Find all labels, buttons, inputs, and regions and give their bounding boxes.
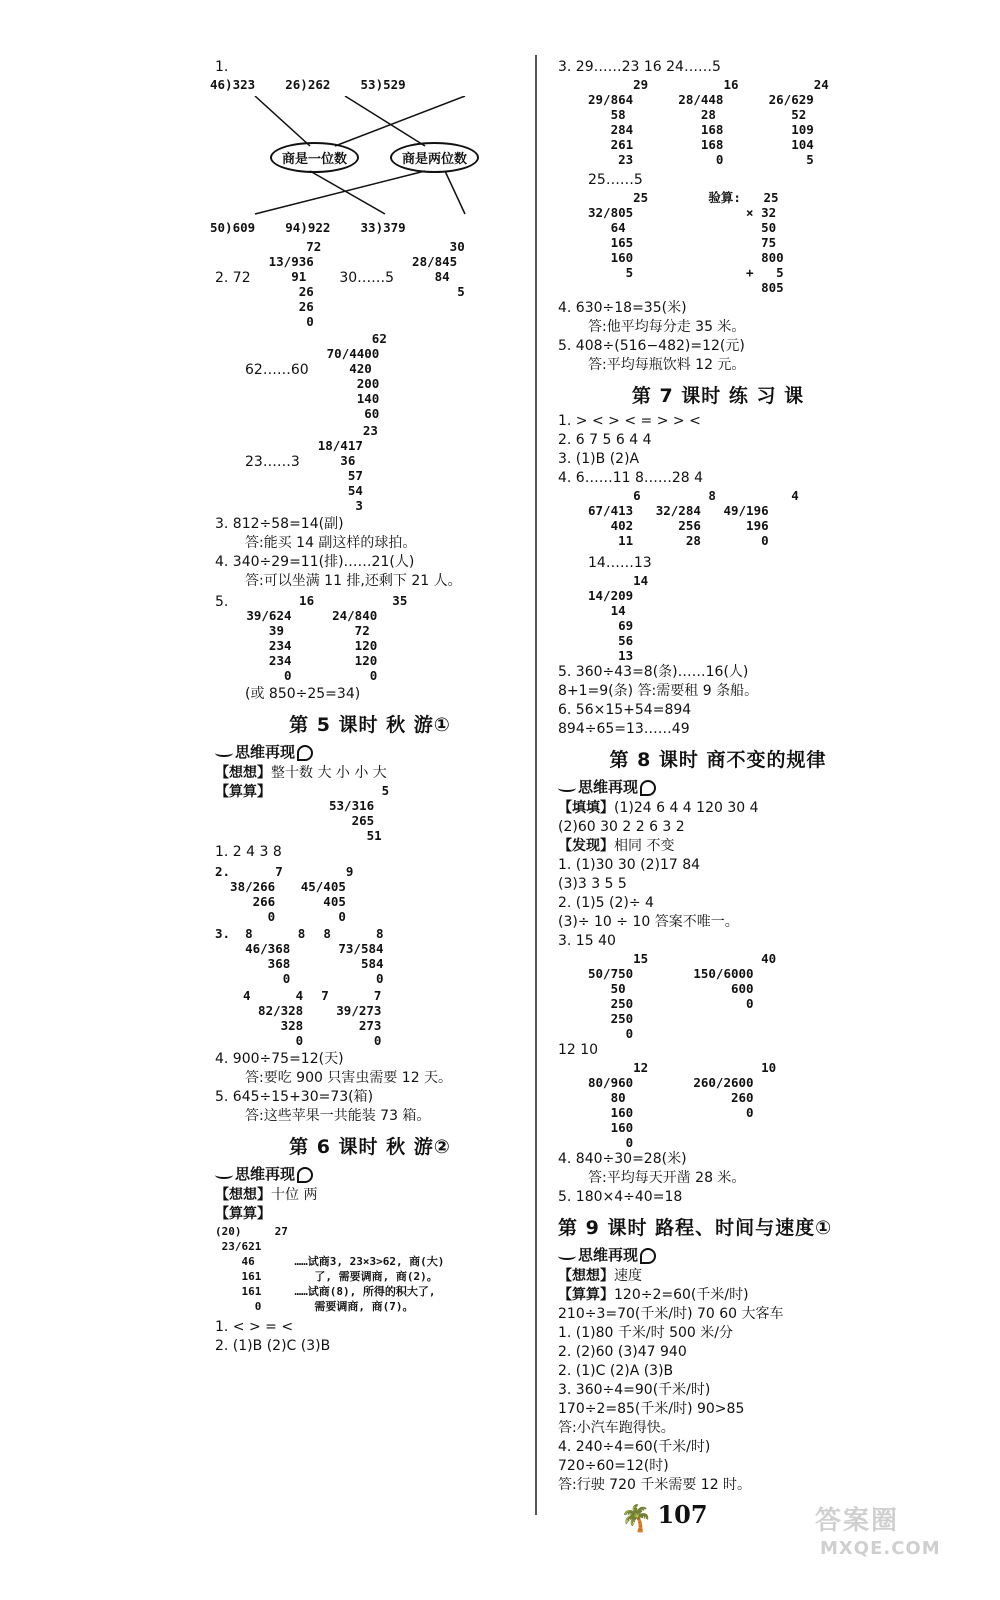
- r-q5: 5. 408÷(516−482)=12(元): [558, 338, 745, 354]
- wave-icon: [215, 1171, 233, 1179]
- lesson-5-section: [215, 741, 525, 762]
- l6-think-value: 十位 两: [271, 1187, 318, 1203]
- q1-top-divisions: 46)323 26)262 53)529: [210, 77, 406, 92]
- q3-equation: 3. 812÷58=14(副): [215, 516, 344, 532]
- l5-q5-answer: 答:这些苹果一共能装 73 箱。: [245, 1108, 431, 1124]
- l7-q5-b: 8+1=9(条) 答:需要租 9 条船。: [558, 683, 759, 699]
- q5-label: 5.: [215, 594, 229, 610]
- l7-q3: 3. (1)B (2)A: [558, 451, 640, 467]
- q2-result-3: 62……60: [245, 362, 309, 378]
- page-footer: [620, 1500, 708, 1534]
- l6-q2: 2. (1)B (2)C (3)B: [215, 1338, 331, 1354]
- lesson-5-section-label: 思维再现: [235, 743, 296, 761]
- l8-q4: 4. 840÷30=28(米): [558, 1151, 687, 1167]
- leaf-icon: [640, 1248, 656, 1264]
- l5-q4: 4. 900÷75=12(天): [215, 1051, 344, 1067]
- leaf-icon: [640, 780, 656, 796]
- l5-q2-calc-2: 9 45/405 405 0: [300, 864, 354, 924]
- l9-q3-b: 170÷2=85(千米/时) 90>85: [558, 1401, 745, 1417]
- l9-calc-value: 120÷2=60(千米/时): [614, 1287, 749, 1303]
- l8-q5: 5. 180×4÷40=18: [558, 1189, 683, 1205]
- l9-q3-answer: 答:小汽车跑得快。: [558, 1420, 675, 1436]
- r-q3-result: 25……5: [588, 172, 643, 188]
- r-q4-answer: 答:他平均每分走 35 米。: [588, 319, 746, 335]
- q5-calc-1: 16 39/624 39 234 234 0: [246, 593, 315, 683]
- lesson-8-title: 第 8 课时 商不变的规律: [609, 749, 827, 771]
- l8-q2: 2. (1)5 (2)÷ 4: [558, 895, 654, 911]
- l5-q4-answer: 答:要吃 900 只害虫需要 12 天。: [245, 1070, 453, 1086]
- l8-q3-calc-2: 12 10 80/960 260/2600 80 260 160 0 160 0: [588, 1060, 777, 1150]
- l8-q1: 1. (1)30 30 (2)17 84: [558, 857, 701, 873]
- lesson-6-section-label: 思维再现: [235, 1165, 296, 1183]
- l7-q4: 4. 6……11 8……28 4: [558, 470, 704, 486]
- l5-calc: 5 53/316 265 51: [329, 783, 390, 843]
- l8-find-value: 相同 不变: [614, 838, 675, 854]
- l5-think-value: 整十数 大 小 小 大: [271, 765, 387, 781]
- lesson-7-title: 第 7 课时 练 习 课: [631, 385, 805, 407]
- l6-q1: 1. < > = <: [215, 1319, 294, 1335]
- q2-calc-2: 30 28/845 84 5: [412, 239, 465, 299]
- q2-calc-1: 72 13/936 91 26 26 0: [268, 239, 322, 329]
- l7-q1: 1. > < > < = > > <: [558, 413, 701, 429]
- q2-result-4: 23……3: [245, 454, 300, 470]
- lesson-8-section: [558, 776, 878, 797]
- l8-fill-value-2: (2)60 30 2 2 6 3 2: [558, 819, 685, 835]
- r-q5-answer: 答:平均每瓶饮料 12 元。: [588, 357, 746, 373]
- l9-calc-value-2: 210÷3=70(千米/时) 70 60 大客车: [558, 1306, 784, 1322]
- oval-single-digit: 商是一位数: [270, 142, 359, 173]
- l9-q4-answer: 答:行驶 720 千米需要 12 时。: [558, 1477, 752, 1493]
- lesson-9-title: 第 9 课时 路程、时间与速度①: [558, 1217, 833, 1239]
- l8-find-tag: 【发现】: [558, 838, 614, 854]
- r-q3-head: 3. 29……23 16 24……5: [558, 59, 721, 75]
- left-column: [210, 58, 525, 1356]
- leaf-icon: [297, 1167, 313, 1183]
- wave-icon: [558, 1252, 576, 1260]
- l8-fill-value: (1)24 6 4 4 120 30 4: [614, 800, 759, 816]
- right-column: [558, 58, 878, 1495]
- l8-q3-calc: 15 40 50/750 150/6000 50 600 250 0 250 0: [588, 951, 777, 1041]
- l9-think-tag: 【想想】: [558, 1268, 614, 1284]
- l7-q5: 5. 360÷43=8(条)……16(人): [558, 664, 749, 680]
- column-divider: [535, 55, 537, 1515]
- wave-icon: [558, 784, 576, 792]
- palm-tree-icon: 🌴: [620, 1503, 653, 1534]
- l9-calc-tag: 【算算】: [558, 1287, 614, 1303]
- lesson-9-section-label: 思维再现: [578, 1246, 639, 1264]
- l9-q4-b: 720÷60=12(时): [558, 1458, 669, 1474]
- lesson-6-title: 第 6 课时 秋 游②: [289, 1136, 451, 1158]
- l6-calc-tag: 【算算】: [215, 1206, 271, 1222]
- oval-double-digit: 商是两位数: [390, 142, 479, 173]
- l5-q3-calc-1: 3. 8 8 46/368 368 0: [215, 926, 306, 986]
- l5-q2-calc-1: 2. 7 38/266 266 0: [215, 864, 283, 924]
- l7-q2: 2. 6 7 5 6 4 4: [558, 432, 652, 448]
- l8-q4-answer: 答:平均每天开凿 28 米。: [588, 1170, 746, 1186]
- q5-alternative: (或 850÷25=34): [245, 686, 361, 702]
- q1-sort-diagram: [215, 96, 525, 216]
- watermark-url: MXQE.COM: [820, 1538, 941, 1559]
- l5-q3-calc-3: 4 4 82/328 328 0: [243, 988, 304, 1048]
- l5-think-tag: 【想想】: [215, 765, 271, 781]
- wave-icon: [215, 749, 233, 757]
- q2-result-2: 30……5: [339, 270, 395, 286]
- q2-calc-3: 62 70/4400 420 200 140 60: [326, 331, 387, 421]
- lesson-8-section-label: 思维再现: [578, 778, 639, 796]
- lesson-5-title: 第 5 课时 秋 游①: [289, 714, 451, 736]
- l8-fill-tag: 【填填】: [558, 800, 614, 816]
- lesson-6-section: [215, 1163, 525, 1184]
- l7-q6-b: 894÷65=13……49: [558, 721, 690, 737]
- r-q4: 4. 630÷18=35(米): [558, 300, 687, 316]
- q1-bottom-divisions: 50)609 94)922 33)379: [210, 220, 406, 235]
- l5-q3-calc-4: 7 7 39/273 273 0: [321, 988, 382, 1048]
- watermark: 答案圈: [815, 1506, 900, 1536]
- l8-q3: 3. 15 40: [558, 933, 616, 949]
- l9-q1: 1. (1)80 千米/时 500 米/分: [558, 1325, 733, 1341]
- l7-q4-calc: 6 8 4 67/413 32/284 49/196 402 256 196 11 28 0: [588, 488, 799, 548]
- q2-calc-4: 23 18/417 36 57 54 3: [317, 423, 378, 513]
- l8-q2-b: (3)÷ 10 ÷ 10 答案不唯一。: [558, 914, 739, 930]
- r-q3-calc: 29 16 24 29/864 28/448 26/629 58 28 52 284 168 109 261 168 104 23 0 5: [588, 77, 829, 167]
- q3-answer: 答:能买 14 副这样的球拍。: [245, 535, 417, 551]
- r-q3-calc-2: 25 验算: 25 32/805 × 32 64 50 165 75 160 800 5 + 5 805: [588, 190, 784, 295]
- l5-calc-tag: 【算算】: [215, 784, 271, 800]
- l8-q1-b: (3)3 3 5 5: [558, 876, 627, 892]
- l7-q4-calc-2: 14 14/209 14 69 56 13: [588, 573, 649, 663]
- q4-answer: 答:可以坐满 11 排,还剩下 21 人。: [245, 573, 462, 589]
- l7-q6: 6. 56×15+54=894: [558, 702, 692, 718]
- l9-q2: 2. (2)60 (3)47 940: [558, 1344, 687, 1360]
- lesson-9-section: [558, 1244, 878, 1265]
- q1-label: 1.: [215, 59, 229, 75]
- l6-think-tag: 【想想】: [215, 1187, 271, 1203]
- l7-q4-result: 14……13: [588, 555, 652, 571]
- l8-q3-b: 12 10: [558, 1042, 599, 1058]
- page-number: 107: [657, 1500, 708, 1529]
- q5-calc-2: 35 24/840 72 120 120 0: [332, 593, 408, 683]
- l5-q5: 5. 645÷15+30=73(箱): [215, 1089, 374, 1105]
- q4-equation: 4. 340÷29=11(排)……21(人): [215, 554, 415, 570]
- l9-q4: 4. 240÷4=60(千米/时): [558, 1439, 711, 1455]
- l9-q3: 3. 360÷4=90(千米/时): [558, 1382, 711, 1398]
- l5-q1: 1. 2 4 3 8: [215, 844, 282, 860]
- l9-q2-b: 2. (1)C (2)A (3)B: [558, 1363, 674, 1379]
- leaf-icon: [297, 745, 313, 761]
- q2-label: 2. 72: [215, 270, 251, 286]
- l5-q3-calc-2: 8 8 73/584 584 0: [323, 926, 384, 986]
- l9-think-value: 速度: [614, 1268, 642, 1284]
- l6-calc: (20) 27 23/621 46 ……试商3, 23×3>62, 商(大) 161 了, 需要调商, 商(2)。 161 ……试商(8), 所得的积大了, 0 需要调商, 商(7)。: [215, 1225, 445, 1313]
